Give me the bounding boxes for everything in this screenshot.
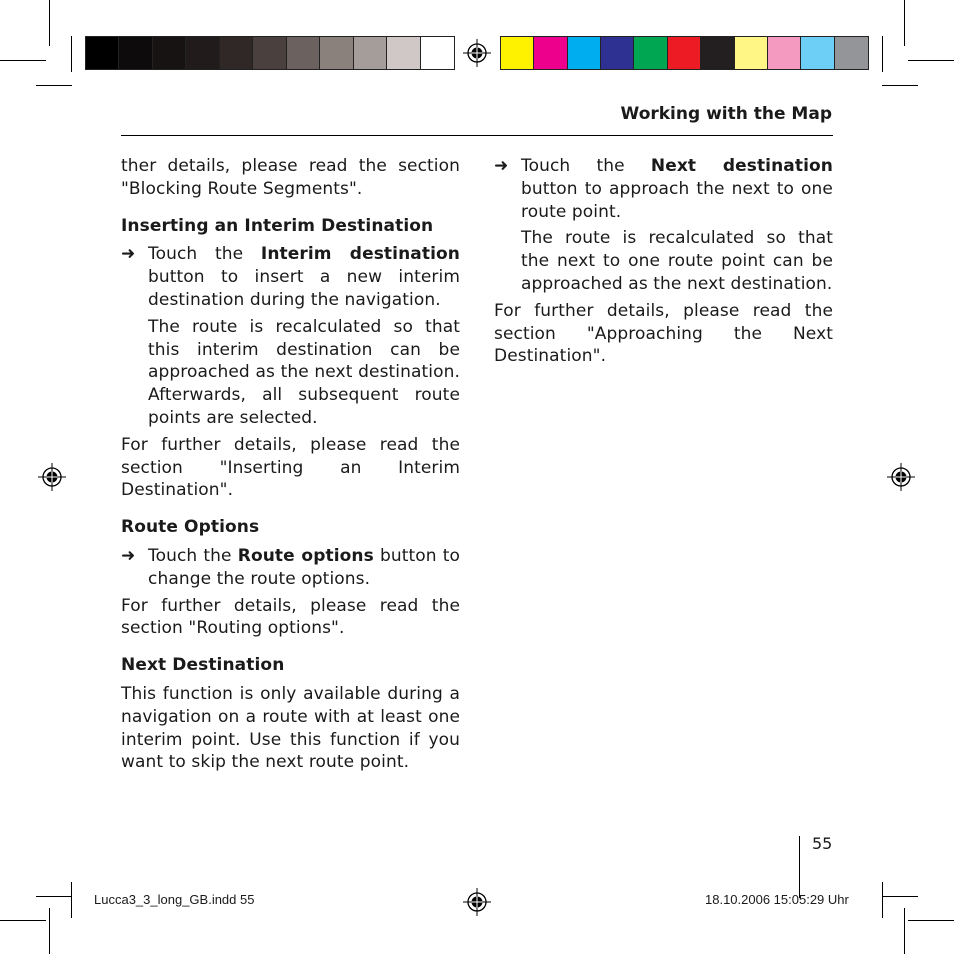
crop-mark	[908, 920, 954, 921]
arrow-icon: ➜	[121, 244, 136, 265]
arrow-icon: ➜	[494, 156, 509, 176]
section-heading-route-options: Route Options	[121, 517, 260, 538]
slug-file: Lucca3_3_long_GB.indd 55	[94, 892, 255, 907]
crop-mark	[49, 0, 50, 46]
crop-mark	[71, 882, 72, 918]
further-details: For further details, please read the section "Inserting an Interim Destination".	[121, 434, 460, 501]
color-swatch	[701, 37, 734, 69]
instruction-item: ➜ Touch the Route options button to change the route options.	[121, 545, 461, 589]
result-note: The route is recalculated so that the next to one route point can be approached as the next destination.	[521, 228, 833, 294]
color-swatch	[801, 37, 834, 69]
crop-mark	[71, 36, 72, 72]
further-details: For further details, please read the section "Approaching the Next Destination".	[494, 300, 833, 367]
color-swatch	[735, 37, 768, 69]
color-swatch	[835, 37, 868, 69]
section-heading-next-destination: Next Destination	[121, 655, 285, 676]
registration-mark-icon	[38, 463, 66, 491]
registration-mark-icon	[887, 463, 915, 491]
color-swatch	[153, 37, 186, 69]
color-swatch	[534, 37, 567, 69]
page-number: 55	[812, 834, 833, 853]
crop-mark	[0, 60, 46, 61]
color-swatch	[421, 37, 454, 69]
crop-mark	[908, 60, 954, 61]
further-details: For further details, please read the section "Routing options".	[121, 595, 460, 639]
color-swatch	[634, 37, 667, 69]
instruction-item: ➜ Touch the Interim destination button to insert a new interim destination during the navigation.	[121, 244, 460, 310]
crop-mark	[904, 0, 905, 46]
color-swatch	[186, 37, 219, 69]
crop-mark	[36, 85, 72, 86]
header-rule	[121, 135, 833, 136]
continued-paragraph: ther details, please read the section "Blocking Route Segments".	[121, 156, 460, 199]
crop-mark	[49, 908, 50, 954]
color-swatch	[387, 37, 420, 69]
crop-mark	[904, 908, 905, 954]
process-color-bar	[500, 36, 869, 70]
color-swatch	[768, 37, 801, 69]
color-swatch	[668, 37, 701, 69]
color-swatch	[568, 37, 601, 69]
button-name: Route options	[237, 545, 374, 566]
color-swatch	[501, 37, 534, 69]
slug-date: 18.10.2006 15:05:29 Uhr	[705, 892, 849, 907]
left-column	[121, 155, 460, 778]
crop-mark	[882, 36, 883, 72]
crop-mark	[882, 85, 918, 86]
button-name: Interim destination	[260, 244, 460, 265]
body-paragraph: This function is only available during a navigation on a route with at least one interim point. Use this function if you want to skip the next route point.	[121, 683, 460, 773]
registration-mark-icon	[463, 888, 491, 916]
crop-mark	[36, 896, 72, 897]
section-heading-interim: Inserting an Interim Destination	[121, 215, 434, 236]
crop-mark	[0, 920, 46, 921]
color-swatch	[354, 37, 387, 69]
right-column	[494, 155, 833, 372]
crop-mark	[882, 896, 918, 897]
instruction-item: ➜ Touch the Next destination button to approach the next to one route point.	[494, 156, 834, 222]
color-swatch	[601, 37, 634, 69]
color-swatch	[320, 37, 353, 69]
result-note: The route is recalculated so that this interim destination can be approached as the next destination. Afterwards, all subsequent route points are selected.	[148, 316, 460, 428]
page-number-rule	[799, 836, 800, 898]
gray-color-bar	[85, 36, 455, 70]
color-swatch	[119, 37, 152, 69]
running-header-title: Working with the Map	[620, 104, 832, 124]
color-swatch	[253, 37, 286, 69]
button-name: Next destination	[650, 156, 834, 176]
color-swatch	[86, 37, 119, 69]
registration-mark-icon	[463, 39, 491, 67]
color-swatch	[220, 37, 253, 69]
color-swatch	[287, 37, 320, 69]
crop-mark	[882, 882, 883, 918]
arrow-icon: ➜	[121, 545, 136, 566]
